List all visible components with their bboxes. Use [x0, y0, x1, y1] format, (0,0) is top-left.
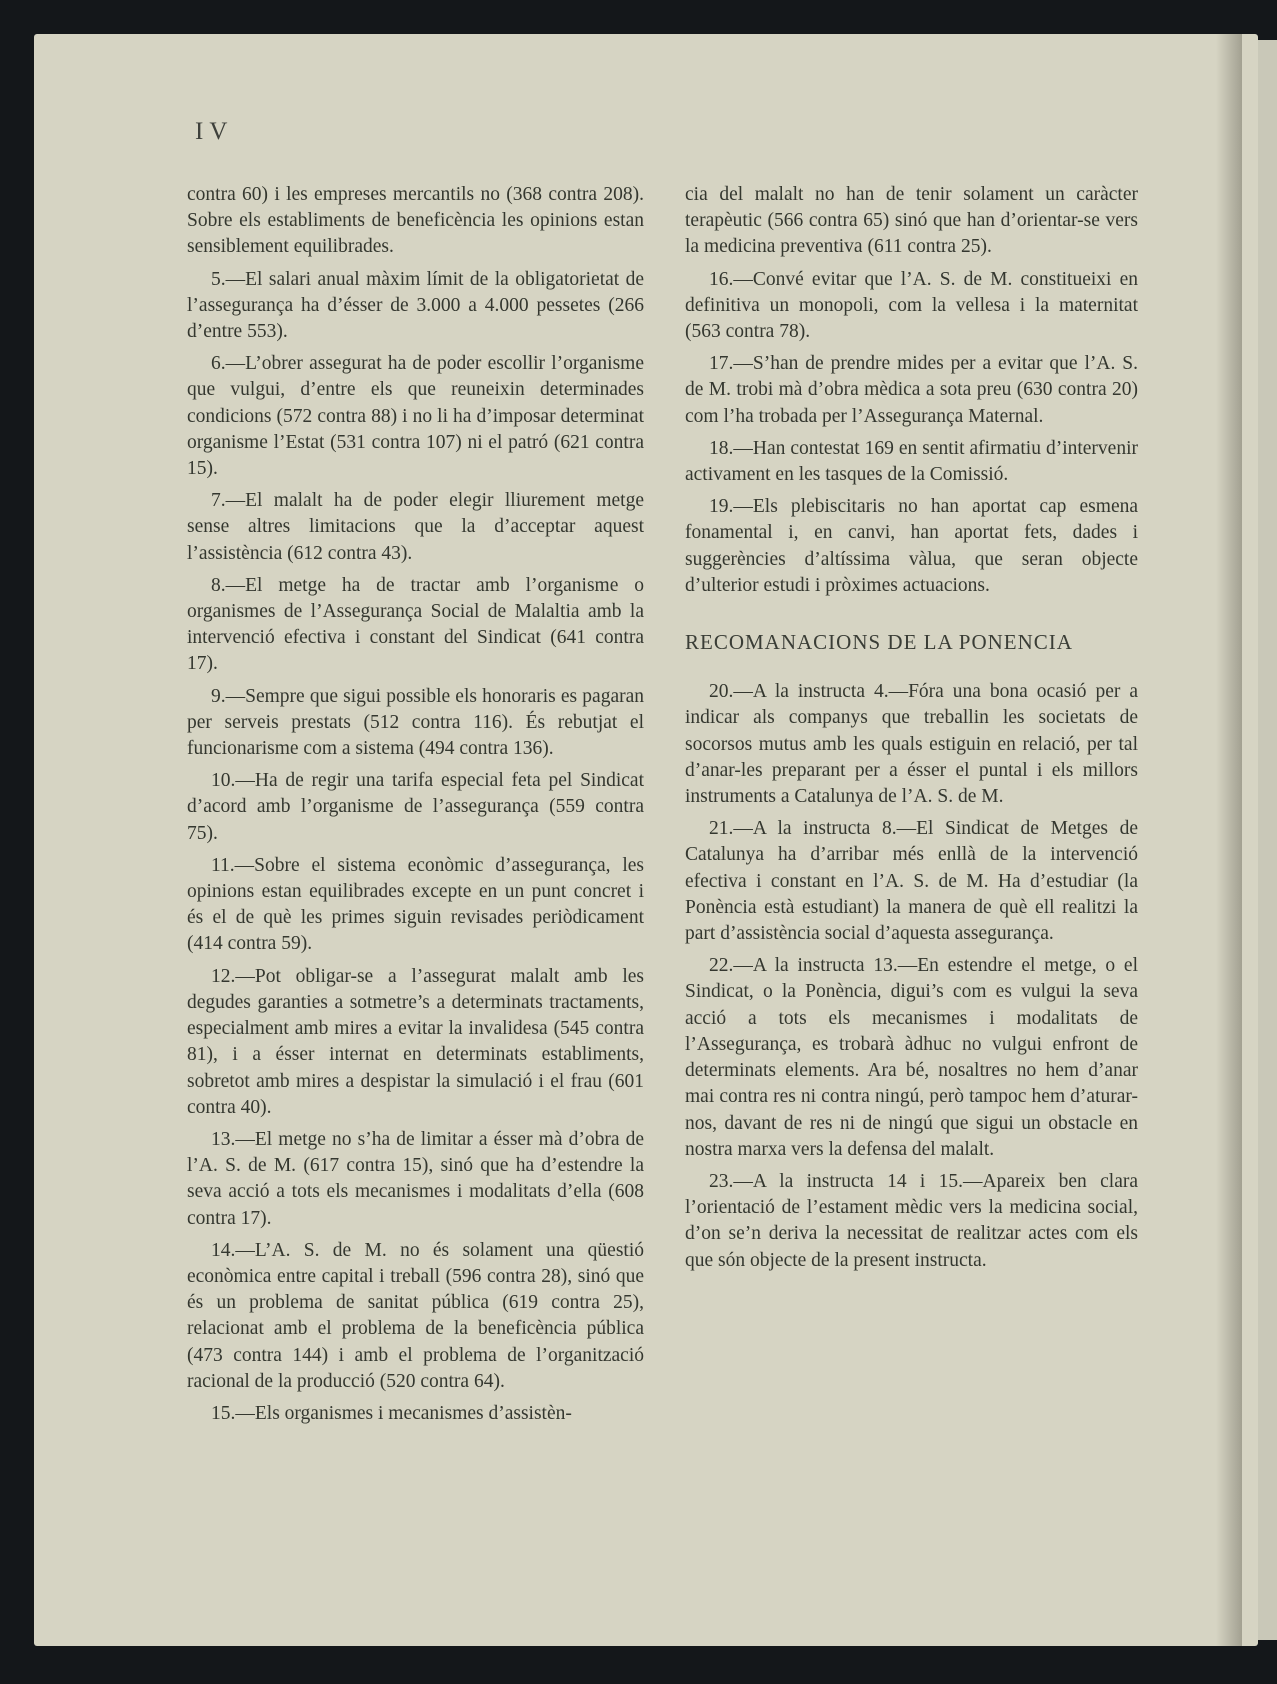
paragraph: 8.—El metge ha de tractar amb l’organisme o organismes de l’Assegurança Social de Malaltia amb la intervenció efectiva i constant del Sindicat (641 contra 17).: [187, 574, 644, 675]
paragraph: contra 60) i les empreses mercantils no (368 contra 208). Sobre els establiments de beneficència les opinions estan sensiblement equilibrades.: [187, 184, 644, 258]
gutter-shadow: [1216, 34, 1242, 1646]
paragraph: 11.—Sobre el sistema econòmic d’assegurança, les opinions estan equilibrades excepte en un punt concret i és el de què les primes siguin revisades periòdicament (414 contra 59).: [187, 854, 644, 955]
paragraph: 21.—A la instructa 8.—El Sindicat de Metges de Catalunya ha d’arribar més enllà de la intervenció efectiva i constant en l’A. S. de M. Ha d’estudiar (la Ponència està estudiant) la manera de què ell realitzi la part d’assistència social d’aquesta assegurança.: [685, 818, 1138, 945]
paragraph: 23.—A la instructa 14 i 15.—Apareix ben clara l’orientació de l’estament mèdic vers la medicina social, d’on se’n deriva la necessitat de realitzar actes com els que són objecte de la present instructa.: [685, 1170, 1138, 1271]
paragraph: cia del malalt no han de tenir solament un caràcter terapèutic (566 contra 65) sinó que han d’orientar-se vers la medicina preventiva (611 contra 25).: [685, 184, 1138, 258]
section-heading: RECOMANACIONS DE LA PONENCIA: [685, 630, 1073, 655]
paragraph: 19.—Els plebiscitaris no han aportat cap esmena fonamental i, en canvi, han aportat fets, dades i suggerències d’altíssima vàlua, que seran objecte d’ulterior estudi i pròximes actuacions.: [685, 496, 1138, 596]
paragraph: 7.—El malalt ha de poder elegir lliurement metge sense altres limitacions que la d’acceptar aquest l’assistència (612 contra 43).: [187, 490, 644, 564]
paragraph: 20.—A la instructa 4.—Fóra una bona ocasió per a indicar als companys que treballin les societats de socorsos mutus amb les quals estiguin en relació, per tal d’anar-les preparant per a ésser el puntal i els millors instruments a Catalunya de l’A. S. de M.: [685, 681, 1138, 808]
paragraph: 5.—El salari anual màxim límit de la obligatorietat de l’assegurança ha d’ésser de 3.000 a 4.000 pessetes (266 d’entre 553).: [187, 268, 644, 343]
paragraph: 16.—Convé evitar que l’A. S. de M. constitueixi en definitiva un monopoli, com la vellesa i la maternitat (563 contra 78).: [685, 268, 1138, 343]
paragraph: 15.—Els organismes i mecanismes d’assistèn-: [211, 1402, 572, 1424]
right-column: [685, 182, 1138, 1280]
paragraph: 17.—S’han de prendre mides per a evitar que l’A. S. de M. trobi mà d’obra mèdica a sota preu (630 contra 20) com l’ha trobada per l’Assegurança Maternal.: [685, 353, 1138, 427]
page-number: IV: [195, 118, 234, 145]
paragraph: 6.—L’obrer assegurat ha de poder escollir l’organisme que vulgui, d’entre els que reuneixin determinades condicions (572 contra 88) i no li ha d’imposar determinat organisme l’Estat (531 contra 107) ni el patró (621 contra 15).: [187, 353, 644, 480]
scan-bottom-edge: [0, 1646, 1277, 1684]
paragraph: 12.—Pot obligar-se a l’assegurat malalt amb les degudes garanties a sotmetre’s a determinats tractaments, especialment amb mires a evitar la invalidesa (545 contra 81), i a ésser internat en determinats establiments, sobretot amb mires a despistar la simulació i el frau (601 contra 40).: [187, 965, 644, 1118]
paragraph: 13.—El metge no s’ha de limitar a ésser mà d’obra de l’A. S. de M. (617 contra 15), sinó que ha d’estendre la seva acció a tots els mecanismes i modalitats d’ella (608 contra 17).: [187, 1128, 644, 1229]
left-column: [187, 182, 644, 1433]
paragraph: 10.—Ha de regir una tarifa especial feta pel Sindicat d’acord amb l’organisme de l’assegurança (559 contra 75).: [187, 770, 644, 844]
paragraph: 9.—Sempre que sigui possible els honoraris es pagaran per serveis prestats (512 contra 116). És rebutjat el funcionarisme com a sistema (494 contra 136).: [187, 685, 644, 760]
paragraph: 14.—L’A. S. de M. no és solament una qüestió econòmica entre capital i treball (596 contra 28), sinó que és un problema de sanitat pública (619 contra 25), relacionat amb el problema de la beneficència pública (473 contra 144) i amb el problema de l’organització racional de la producció (520 contra 64).: [187, 1239, 644, 1392]
paragraph: 18.—Han contestat 169 en sentit afirmatiu d’intervenir activament en les tasques de la Comissió.: [685, 437, 1138, 486]
paragraph: 22.—A la instructa 13.—En estendre el metge, o el Sindicat, o la Ponència, digui’s com es vulgui la seva acció a tots els mecanismes i modalitats de l’Assegurança, es trobarà àdhuc no vulgui enfront de determinats elements. Ara bé, nosaltres no hem d’anar mai contra res ni contra ningú, però tampoc hem d’aturar-nos, davant de res ni de ningú que sigui un obstacle en nostra marxa vers la defensa del malalt.: [685, 955, 1138, 1160]
